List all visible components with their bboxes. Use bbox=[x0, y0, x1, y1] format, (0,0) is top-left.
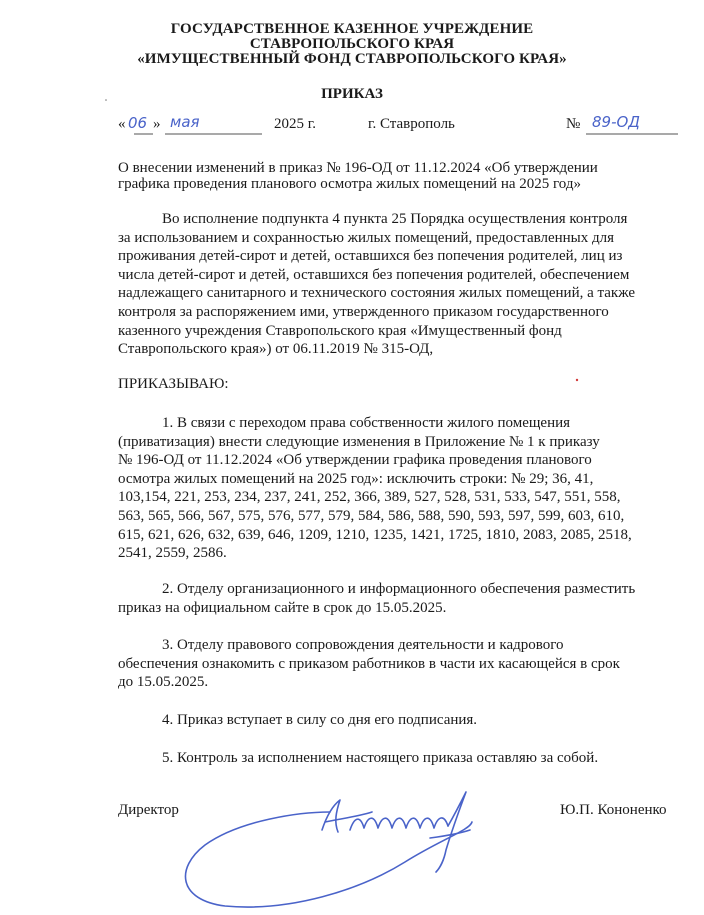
header-line-2: СТАВРОПОЛЬСКОГО КРАЯ bbox=[249, 36, 455, 52]
order-number: 89-ОД bbox=[592, 113, 641, 131]
preamble-line: Во исполнение подпункта 4 пункта 25 Порядка осуществления контроля bbox=[162, 211, 628, 227]
preamble-line: Ставропольского края») от 06.11.2019 № 315-ОД, bbox=[118, 341, 434, 358]
date-year: 2025 г. bbox=[274, 116, 316, 132]
order-word: ПРИКАЗЫВАЮ: bbox=[118, 376, 229, 392]
preamble-line: надлежащего санитарного и технического состояния жилых помещений, а также bbox=[118, 285, 636, 302]
item-line: (приватизация) внести следующие изменения в Приложение № 1 к приказу bbox=[118, 433, 600, 450]
document-title: ПРИКАЗ bbox=[321, 86, 383, 102]
date-open-quote: « bbox=[118, 116, 126, 132]
item-line: № 196-ОД от 11.12.2024 «Об утверждении графика проведения планового bbox=[118, 452, 592, 469]
preamble-line: проживания детей-сирот и детей, оставшихся без попечения родителей, лиц из bbox=[118, 248, 623, 265]
item-line: 2. Отделу организационного и информационного обеспечения разместить bbox=[162, 581, 636, 597]
item-line: 103,154, 221, 253, 234, 237, 241, 252, 366, 389, 527, 528, 531, 533, 547, 551, 558, bbox=[118, 489, 621, 506]
item-line: 2541, 2559, 2586. bbox=[118, 545, 227, 562]
item-line: 3. Отделу правового сопровождения деятельности и кадрового bbox=[162, 637, 564, 653]
preamble-line: контроля за распоряжением ими, утвержденного приказом государственного bbox=[118, 303, 609, 320]
subject-line: графика проведения планового осмотра жилых помещений на 2025 год» bbox=[118, 176, 581, 192]
item-line: 1. В связи с переходом права собственности жилого помещения bbox=[162, 415, 571, 431]
header-line-3: «ИМУЩЕСТВЕННЫЙ ФОНД СТАВРОПОЛЬСКОГО КРАЯ» bbox=[137, 51, 567, 67]
item-line: приказ на официальном сайте в срок до 15.05.2025. bbox=[118, 599, 447, 616]
item-line: до 15.05.2025. bbox=[118, 674, 209, 691]
date-month: мая bbox=[170, 113, 200, 131]
item-line: обеспечения ознакомить с приказом работников в части их касающейся в срок bbox=[118, 655, 620, 672]
preamble-line: числа детей-сирот и детей, оставшихся без попечения родителей, обеспечением bbox=[118, 266, 630, 283]
preamble-line: за использованием и сохранностью жилых помещений, предоставленных для bbox=[118, 229, 615, 246]
item-line: 615, 621, 626, 632, 639, 646, 1209, 1210, 1235, 1421, 1725, 1810, 2083, 2085, 2518, bbox=[118, 526, 632, 543]
city: г. Ставрополь bbox=[368, 116, 455, 132]
preamble-line: казенного учреждения Ставропольского края «Имущественный фонд bbox=[118, 322, 562, 339]
item-line: 563, 565, 566, 567, 575, 576, 577, 579, 584, 586, 588, 590, 593, 597, 599, 603, 610, bbox=[118, 507, 625, 524]
subject-line: О внесении изменений в приказ № 196-ОД от 11.12.2024 «Об утверждении bbox=[118, 160, 598, 176]
signatory-name: Ю.П. Кононенко bbox=[560, 802, 667, 818]
signatory-position: Директор bbox=[118, 802, 179, 818]
item-line: 5. Контроль за исполнением настоящего приказа оставляю за собой. bbox=[162, 750, 599, 766]
item-line: 4. Приказ вступает в силу со дня его подписания. bbox=[162, 712, 478, 728]
header-line-1: ГОСУДАРСТВЕННОЕ КАЗЕННОЕ УЧРЕЖДЕНИЕ bbox=[170, 21, 534, 37]
number-sign: № bbox=[566, 116, 581, 132]
date-close-quote: » bbox=[153, 116, 161, 132]
item-line: осмотра жилых помещений на 2025 год»: исключить строки: № 29; 36, 41, bbox=[118, 470, 594, 487]
date-day: 06 bbox=[128, 114, 148, 132]
